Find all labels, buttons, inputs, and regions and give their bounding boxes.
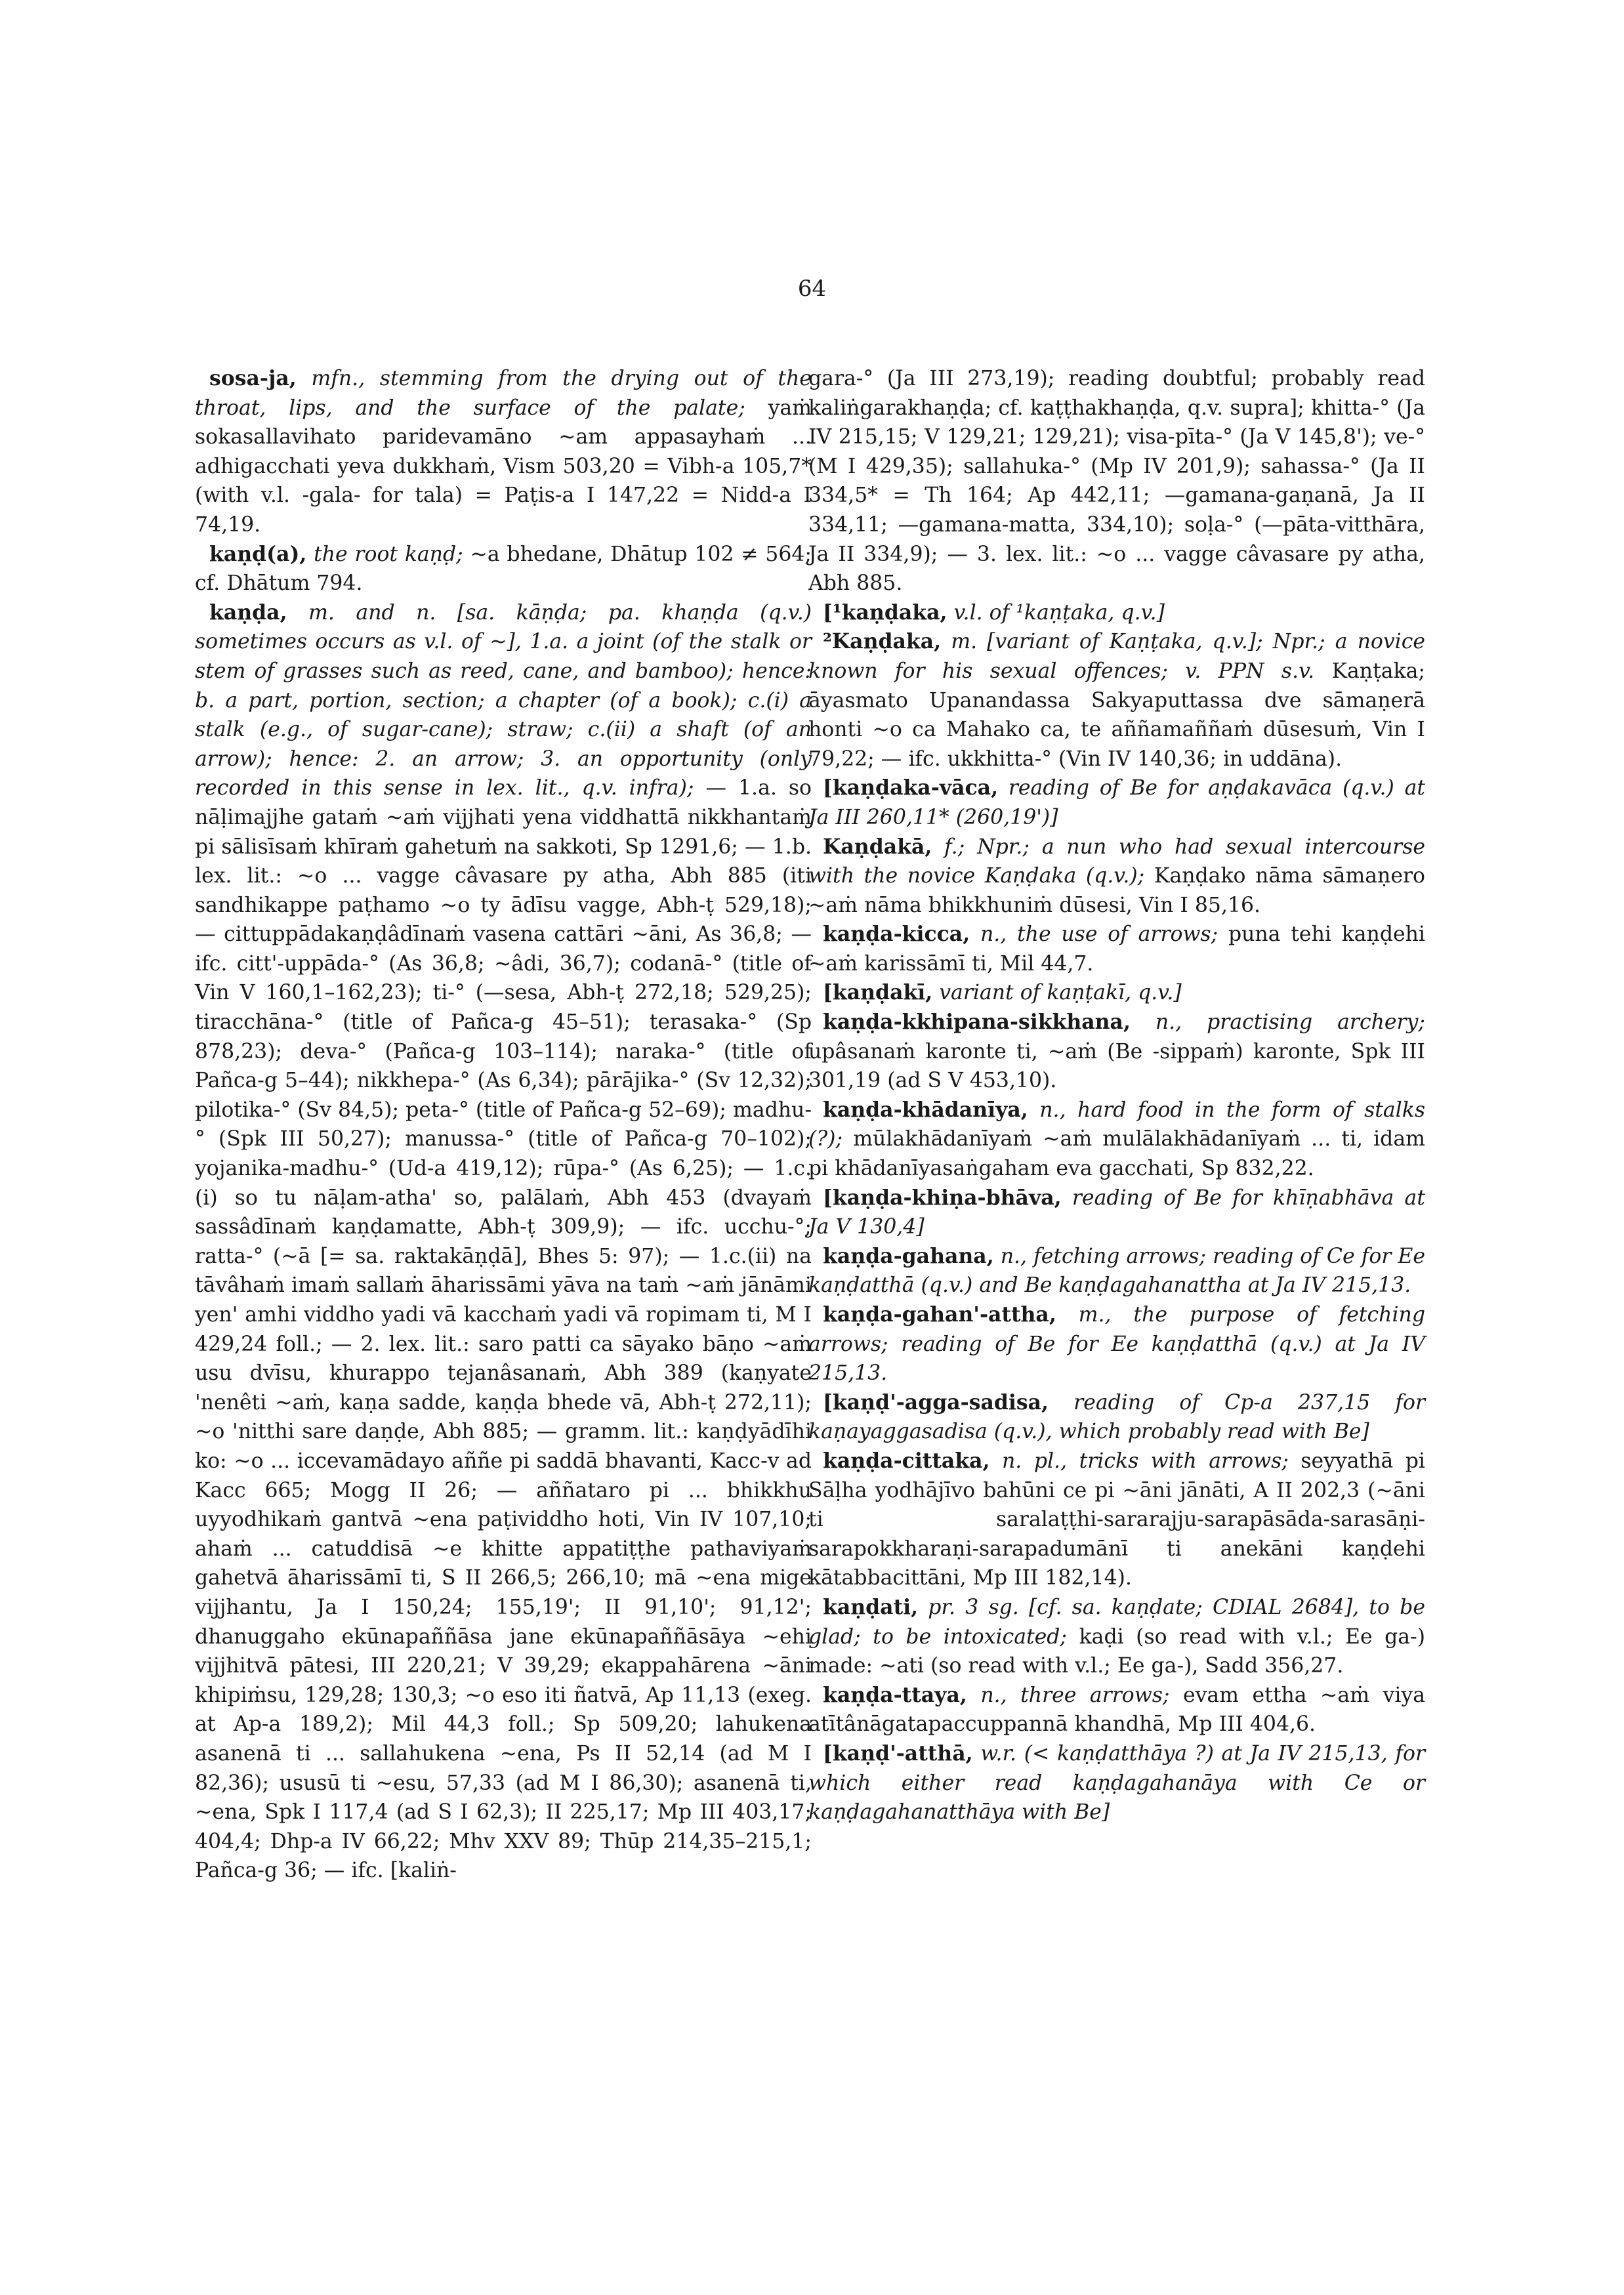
entry-headword: Kaṇḍakā, bbox=[823, 834, 932, 859]
dictionary-entry bbox=[195, 540, 812, 598]
entry-body: evam ettha ~aṁ viya atītânāgatapaccuppannā khandhā, Mp III 404,6. bbox=[808, 1683, 1426, 1737]
entry-gloss: n., the use of arrows; bbox=[980, 922, 1218, 947]
dictionary-entry bbox=[808, 364, 1425, 598]
entry-headword: kaṇḍati, bbox=[823, 1594, 919, 1619]
dictionary-entry bbox=[808, 1184, 1425, 1242]
entry-gloss: w.r. (< kaṇḍatthāya ?) at Ja IV 215,13, for which either read kaṇḍagahanāya with Ce or kaṇḍagahanatthāya with Be] bbox=[808, 1741, 1425, 1825]
entry-headword: [kaṇḍ'-agga-sadisa, bbox=[823, 1390, 1049, 1415]
entry-headword: kaṇḍa-gahan'-attha, bbox=[823, 1302, 1056, 1327]
entry-gloss: the root kaṇḍ; bbox=[314, 542, 463, 566]
entry-body: ~a bhedane, Dhātup 102 ≠ 564; cf. Dhātum 794. bbox=[195, 542, 812, 596]
entry-headword: sosa-ja, bbox=[209, 366, 297, 390]
entry-body: — 1.a. so nāḷimajjhe gataṁ ~aṁ vijjhati yena viddhattā nikkhantaṁ pi sālisīsaṁ khīraṁ gahetuṁ na sakkoti, Sp 1291,6; — 1.b. lex. lit.: ~o ... vagge câvasare py atha, Abh 885 (iti sandhikappe paṭhamo ~o ty ādīsu vagge, Abh-ṭ 529,18); — cittuppādakaṇḍâdīnaṁ vasena cattāri ~āni, As 36,8; — ifc. citt'-uppāda-° (As 36,8; ~âdi, 36,7); codanā-° (title of Vin V 160,1–162,23); ti-° (—sesa, Abh-ṭ 272,18; 529,25); tiracchāna-° (title of Pañca-g 45–51); terasaka-° (Sp 878,23); deva-° (Pañca-g 103–114); naraka-° (title of Pañca-g 5–44); nikkhepa-° (As 6,34); pārājika-° (Sv 12,32); pilotika-° (Sv 84,5); peta-° (title of Pañca-g 52–69); madhu-° (Spk III 50,27); manussa-° (title of Pañca-g 70–102); yojanika-madhu-° (Ud-a 419,12); rūpa-° (As 6,25); — 1.c.(i) so tu nāḷam-atha' so, palālaṁ, Abh 453 (dvayaṁ sassâdīnaṁ kaṇḍamatte, Abh-ṭ 309,9); — ifc. ucchu-°; ratta-° (~ā [= sa. raktakāṇḍā], Bhes 5: 97); — 1.c.(ii) na tāvâhaṁ imaṁ sallaṁ āharissāmi yāva na taṁ ~aṁ jānāmi yen' amhi viddho yadi vā kacchaṁ yadi vā ropimam ti, M I 429,24 foll.; — 2. lex. lit.: saro patti ca sāyako bāṇo ~aṁ usu dvīsu, khurappo tejanâsanaṁ, Abh 389 (kaṇyate 'nenêti ~aṁ, kaṇa sadde, kaṇḍa bhede vā, Abh-ṭ 272,11); ~o 'nitthi sare daṇḍe, Abh 885; — gramm. lit.: kaṇḍyādīhi ko: ~o ... iccevamādayo aññe pi saddā bhavanti, Kacc-v ad Kacc 665; Mogg II 26; — aññataro pi ... bhikkhu uyyodhikaṁ gantvā ~ena paṭividdho hoti, Vin IV 107,10; ahaṁ ... catuddisā ~e khitte appatiṭṭhe pathaviyaṁ gahetvā āharissāmī ti, S II 266,5; 266,10; mā ~ena mige vijjhantu, Ja I 150,24; 155,19'; II 91,10'; 91,12'; dhanuggaho ekūnapaññāsa jane ekūnapaññāsāya ~ehi vijjhitvā pātesi, III 220,21; V 39,29; ekappahārena ~āni khipiṁsu, 129,28; 130,3; ~o eso iti ñatvā, Ap 11,13 (exeg. at Ap-a 189,2); Mil 44,3 foll.; Sp 509,20; lahukena asanenā ti ... sallahukena ~ena, Ps II 52,14 (ad M I 82,36); ususū ti ~esu, 57,33 (ad M I 86,30); asanenā ti, ~ena, Spk I 117,4 (ad S I 62,3); II 225,17; Mp III 403,17; 404,4; Dhp-a IV 66,22; Mhv XXV 89; Thūp 214,35–215,1; Pañca-g 36; — ifc. [kaliṅ- bbox=[195, 776, 812, 1883]
page-number: 64 bbox=[797, 276, 827, 302]
dictionary-entry bbox=[808, 920, 1425, 978]
entry-body: seyyathā pi Sāḷha yodhājīvo bahūni ce pi ~āni jānāti, A II 202,3 (~āni ti saralaṭṭhi-sararajju-sarapāsāda-sarasāṇi-sarapokkharaṇi-sarapadumānī ti anekāni kaṇḍehi kātabbacittāni, Mp III 182,14). bbox=[808, 1449, 1426, 1590]
entry-headword: kaṇḍa, bbox=[209, 600, 287, 625]
entry-gloss: reading of Be for khīṇabhāva at Ja V 130,4] bbox=[808, 1186, 1425, 1239]
dictionary-entry bbox=[808, 1388, 1425, 1447]
entry-headword: [kaṇḍ'-atthā, bbox=[823, 1741, 973, 1766]
dictionary-entry bbox=[808, 978, 1425, 1008]
entry-headword: [kaṇḍakī, bbox=[823, 980, 933, 1005]
dictionary-entry bbox=[808, 1739, 1425, 1827]
dictionary-entry bbox=[808, 1447, 1425, 1593]
entry-body: Kaṇṭaka; āyasmato Upanandassa Sakyaputtassa dve sāmaṇerā honti ~o ca Mahako ca, te aññamaññaṁ dūsesuṁ, Vin I 79,22; — ifc. ukkhitta-° (Vin IV 140,36; in uddāna). bbox=[808, 659, 1426, 771]
dictionary-entry bbox=[195, 598, 812, 1886]
dictionary-entry bbox=[195, 364, 812, 540]
entry-gloss: reading of Be for aṇḍakavāca (q.v.) at Ja III 260,11* (260,19')] bbox=[808, 776, 1426, 829]
entry-headword: [kaṇḍa-khiṇa-bhāva, bbox=[823, 1185, 1062, 1210]
entry-headword: [¹kaṇḍaka, bbox=[823, 600, 947, 625]
entry-gloss: reading of Cp-a 237,15 for kaṇayaggasadisa (q.v.), which probably read with Be] bbox=[808, 1390, 1426, 1444]
entry-headword: kaṇḍa-ttaya, bbox=[823, 1682, 967, 1707]
entry-gloss: m. [variant of Kaṇṭaka, q.v.]; Npr.; a novice known for his sexual offences; v. PPN s.v. bbox=[808, 630, 1426, 683]
entry-gloss: v.l. of ¹kaṇṭaka, q.v.] bbox=[953, 600, 1165, 625]
dictionary-entry bbox=[808, 1593, 1425, 1681]
entry-body: mūlakhādanīyaṁ ~aṁ mulālakhādanīyaṁ ... ti, idam pi khādanīyasaṅgaham eva gacchati, Sp 832,22. bbox=[808, 1127, 1425, 1181]
entry-body: yaṁ sokasallavihato paridevamāno ~am appasayhaṁ ... adhigacchati yeva dukkhaṁ, Vism 503,20 = Vibh-a 105,7* (with v.l. -gala- for tala) = Paṭis-a I 147,22 = Nidd-a I 74,19. bbox=[195, 396, 812, 537]
entry-gloss: variant of kaṇṭakī, q.v.] bbox=[939, 981, 1182, 1005]
left-column bbox=[195, 364, 812, 1886]
right-column bbox=[808, 364, 1425, 1827]
entry-gloss: m. and n. [sa. kāṇḍa; pa. khaṇḍa (q.v.) sometimes occurs as v.l. of ~], 1.a. a joint (of the stalk or stem of grasses such as reed, cane, and bamboo); hence: b. a part, portion, section; a chapter (of a book); c.(i) a stalk (e.g., of sugar-cane); straw; c.(ii) a shaft (of an arrow); hence: 2. an arrow; 3. an opportunity (only recorded in this sense in lex. lit., q.v. infra); bbox=[195, 600, 812, 800]
dictionary-entry bbox=[808, 1300, 1425, 1388]
entry-gloss: mfn., stemming from the drying out of the throat, lips, and the surface of the palate; bbox=[195, 367, 812, 420]
entry-headword: kaṇḍa-kicca, bbox=[823, 922, 970, 947]
dictionary-entry bbox=[808, 1008, 1425, 1096]
entry-body: Kaṇḍako nāma sāmaṇero ~aṁ nāma bhikkhuniṁ dūsesi, Vin I 85,16. bbox=[808, 864, 1425, 917]
entry-headword: kaṇḍa-kkhipana-sikkhana, bbox=[823, 1010, 1131, 1035]
entry-body: upâsanaṁ karonte ti, ~aṁ (Be -sippaṁ) karonte, Spk III 301,19 (ad S V 453,10). bbox=[808, 1039, 1425, 1093]
entry-headword: [kaṇḍaka-vāca, bbox=[823, 775, 999, 800]
dictionary-entry bbox=[808, 627, 1425, 774]
entry-headword: kaṇḍ(a), bbox=[209, 541, 307, 566]
entry-body: puna tehi kaṇḍehi ~aṁ karissāmī ti, Mil 44,7. bbox=[808, 922, 1426, 976]
entry-gloss: pr. 3 sg. [cf. sa. kaṇḍate; CDIAL 2684], to be glad; to be intoxicated; bbox=[808, 1595, 1425, 1649]
dictionary-entry bbox=[808, 1242, 1425, 1300]
dictionary-entry bbox=[808, 774, 1425, 832]
entry-gloss: n. pl., tricks with arrows; bbox=[1002, 1449, 1289, 1473]
entry-gloss: n., hard food in the form of stalks (?); bbox=[808, 1098, 1426, 1151]
entry-body: gara-° (Ja III 273,19); reading doubtful; probably read kaliṅgarakhaṇḍa; cf. kaṭṭhakhaṇḍa, q.v. supra]; khitta-° (Ja IV 215,15; V 129,21; 129,21); visa-pīta-° (Ja V 145,8'); ve-° (M I 429,35); sallahuka-° (Mp IV 201,9); sahassa-° (Ja II 334,5* = Th 164; Ap 442,11; —gamana-gaṇanā, Ja II 334,11; —gamana-matta, 334,10); soḷa-° (—pāta-vitthāra, Ja II 334,9); — 3. lex. lit.: ~o ... vagge câvasare py atha, Abh 885. bbox=[808, 367, 1425, 596]
entry-gloss: f.; Npr.; a nun who had sexual intercourse with the novice Kaṇḍaka (q.v.); bbox=[808, 835, 1426, 888]
dictionary-entry bbox=[808, 1681, 1425, 1739]
entry-headword: kaṇḍa-khādanīya, bbox=[823, 1097, 1028, 1122]
entry-gloss: n., fetching arrows; reading of Ce for Ee kaṇḍatthā (q.v.) and Be kaṇḍagahanattha at Ja IV 215,13. bbox=[808, 1244, 1425, 1298]
entry-gloss: n., three arrows; bbox=[980, 1683, 1170, 1707]
dictionary-entry bbox=[808, 598, 1425, 628]
entry-headword: kaṇḍa-cittaka, bbox=[823, 1448, 990, 1473]
entry-headword: ²Kaṇḍaka, bbox=[823, 629, 942, 654]
entry-body: kaḍi (so read with v.l.; Ee ga-) made: ~ati (so read with v.l.; Ee ga-), Sadd 356,27. bbox=[808, 1624, 1426, 1678]
dictionary-entry bbox=[808, 833, 1425, 920]
entry-headword: kaṇḍa-gahana, bbox=[823, 1243, 994, 1268]
dictionary-entry bbox=[808, 1096, 1425, 1184]
entry-gloss: n., practising archery; bbox=[1155, 1010, 1425, 1035]
entry-gloss: m., the purpose of fetching arrows; reading of Be for Ee kaṇḍatthā (q.v.) at Ja IV 215,13. bbox=[808, 1303, 1425, 1386]
